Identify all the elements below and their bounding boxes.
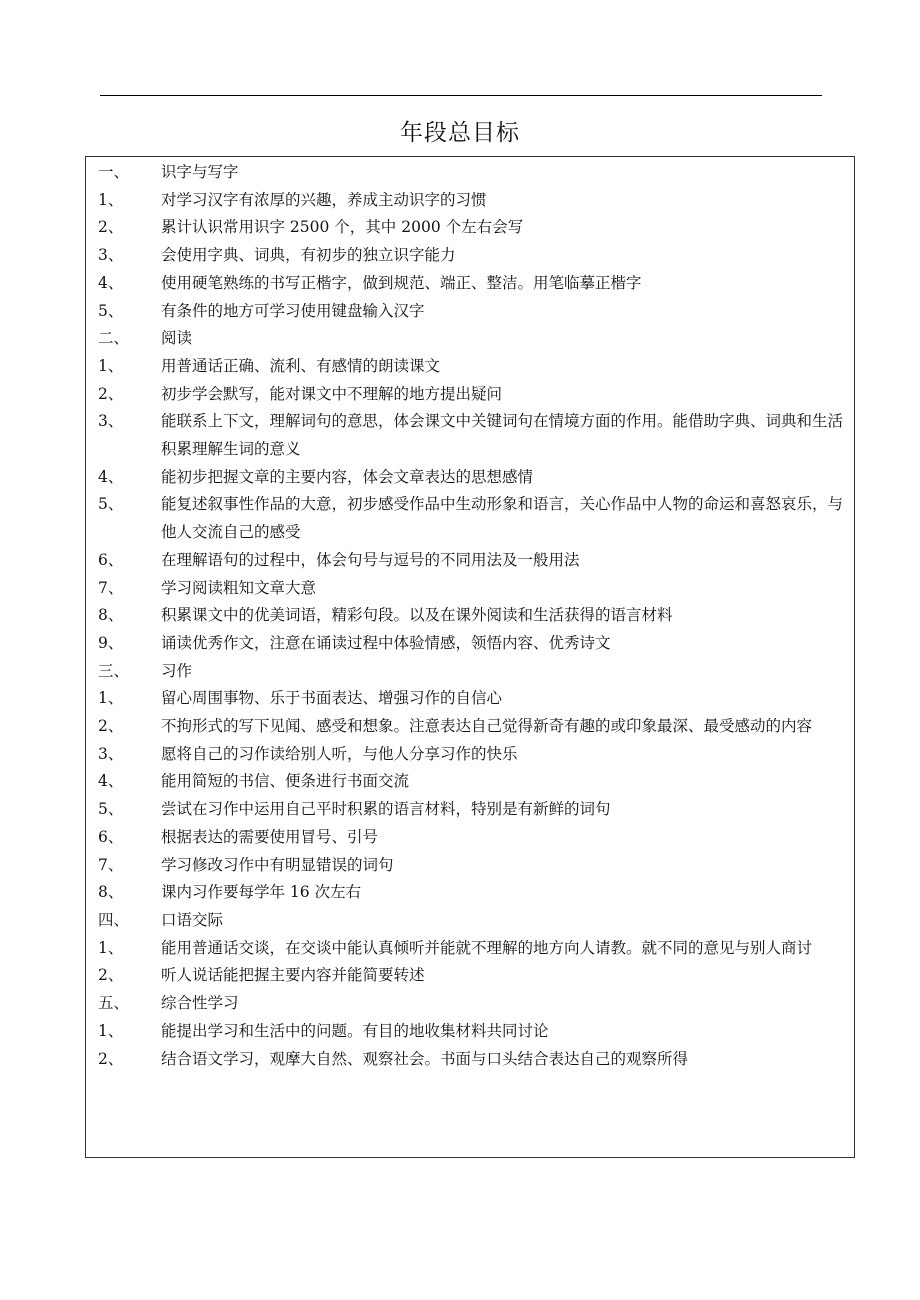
- list-item: [98, 575, 846, 603]
- item-number: 6、: [98, 827, 124, 846]
- item-number: 1、: [98, 356, 124, 375]
- list-item: [98, 796, 846, 824]
- item-text: 能用普通话交谈，在交谈中能认真倾听并能就不理解的地方向人请教。就不同的意见与别人商讨: [161, 938, 813, 957]
- list-item: [98, 962, 846, 990]
- list-item: [98, 879, 846, 907]
- item-text: 能复述叙事性作品的大意，初步感受作品中生动形象和语言，关心作品中人物的命运和喜怒哀乐，与他人交流自己的感受: [161, 495, 844, 542]
- item-text: 习作: [161, 661, 193, 680]
- list-item: [98, 768, 846, 796]
- item-text: 口语交际: [161, 910, 224, 929]
- item-text: 能提出学习和生活中的问题。有目的地收集材料共同讨论: [161, 1021, 549, 1040]
- item-text: 听人说话能把握主要内容并能简要转述: [161, 966, 425, 985]
- item-number: 8、: [98, 883, 124, 902]
- item-number: 1、: [98, 938, 124, 957]
- section-heading: [98, 325, 846, 353]
- goals-box: [85, 156, 855, 1158]
- list-item: [98, 741, 846, 769]
- list-item: [98, 214, 846, 242]
- item-number: 7、: [98, 855, 124, 874]
- item-text: 愿将自己的习作读给别人听，与他人分享习作的快乐: [161, 744, 518, 763]
- list-item: [98, 852, 846, 880]
- list-item: [98, 685, 846, 713]
- list-item: [98, 408, 846, 463]
- item-text: 留心周围事物、乐于书面表达、增强习作的自信心: [161, 689, 503, 708]
- item-number: 3、: [98, 412, 124, 431]
- item-number: 1、: [98, 689, 124, 708]
- list-item: [98, 242, 846, 270]
- item-number: 2、: [98, 1049, 124, 1068]
- item-text: 会使用字典、词典，有初步的独立识字能力: [161, 246, 456, 265]
- item-number: 4、: [98, 772, 124, 791]
- item-text: 用普通话正确、流利、有感情的朗读课文: [161, 356, 441, 375]
- list-item: [98, 353, 846, 381]
- item-number: 9、: [98, 633, 124, 652]
- item-text: 识字与写字: [161, 163, 239, 181]
- item-text: 结合语文学习，观摩大自然、观察社会。书面与口头结合表达自己的观察所得: [161, 1049, 689, 1068]
- item-number: 2、: [98, 218, 124, 237]
- list-item: [98, 602, 846, 630]
- item-number: 8、: [98, 606, 124, 625]
- item-number: 4、: [98, 273, 124, 292]
- list-item: [98, 547, 846, 575]
- item-number: 5、: [98, 301, 124, 320]
- item-text: 学习修改习作中有明显错误的词句: [161, 855, 394, 874]
- item-text: 能用简短的书信、便条进行书面交流: [161, 772, 410, 791]
- header-rule: [100, 95, 822, 96]
- item-text: 学习阅读粗知文章大意: [161, 578, 317, 597]
- list-item: [98, 824, 846, 852]
- item-text: 根据表达的需要使用冒号、引号: [161, 827, 379, 846]
- item-number: 二、: [98, 329, 130, 348]
- item-text: 使用硬笔熟练的书写正楷字，做到规范、端正、整洁。用笔临摹正楷字: [161, 273, 642, 292]
- list-item: [98, 630, 846, 658]
- item-number: 1、: [98, 190, 124, 209]
- section-heading: [98, 658, 846, 686]
- item-text: 累计认识常用识字 2500 个，其中 2000 个左右会写: [161, 218, 524, 237]
- item-number: 2、: [98, 384, 124, 403]
- item-text: 阅读: [161, 329, 193, 348]
- item-text: 诵读优秀作文，注意在诵读过程中体验情感，领悟内容、优秀诗文: [161, 633, 611, 652]
- item-number: 2、: [98, 717, 124, 736]
- list-item: [98, 381, 846, 409]
- item-number: 3、: [98, 744, 124, 763]
- list-item: [98, 1018, 846, 1046]
- item-number: 7、: [98, 578, 124, 597]
- list-item: [98, 491, 846, 546]
- item-text: 有条件的地方可学习使用键盘输入汉字: [161, 301, 425, 320]
- item-number: 五、: [98, 994, 130, 1013]
- item-number: 三、: [98, 661, 130, 680]
- item-number: 1、: [98, 1021, 124, 1040]
- list-item: [98, 270, 846, 298]
- item-number: 3、: [98, 246, 124, 265]
- item-text: 尝试在习作中运用自己平时积累的语言材料，特别是有新鲜的词句: [161, 800, 611, 819]
- list-item: [98, 713, 846, 741]
- item-number: 4、: [98, 467, 124, 486]
- section-heading: [98, 159, 846, 187]
- item-number: 5、: [98, 800, 124, 819]
- item-number: 四、: [98, 910, 130, 929]
- list-item: [98, 464, 846, 492]
- item-text: 综合性学习: [161, 994, 239, 1013]
- item-number: 2、: [98, 966, 124, 985]
- item-text: 初步学会默写，能对课文中不理解的地方提出疑问: [161, 384, 503, 403]
- item-text: 对学习汉字有浓厚的兴趣，养成主动识字的习惯: [161, 190, 487, 209]
- item-text: 能初步把握文章的主要内容，体会文章表达的思想感情: [161, 467, 534, 486]
- list-item: [98, 298, 846, 326]
- list-item: [98, 187, 846, 215]
- section-heading: [98, 990, 846, 1018]
- item-number: 6、: [98, 550, 124, 569]
- item-text: 积累课文中的优美词语，精彩句段。以及在课外阅读和生活获得的语言材料: [161, 606, 673, 625]
- item-text: 课内习作要每学年 16 次左右: [161, 883, 362, 902]
- goals-list: [98, 159, 846, 1073]
- page-title: 年段总目标: [400, 120, 520, 146]
- item-text: 不拘形式的写下见闻、感受和想象。注意表达自己觉得新奇有趣的或印象最深、最受感动的内容: [161, 717, 813, 736]
- list-item: [98, 1046, 846, 1074]
- list-item: [98, 935, 846, 963]
- item-text: 在理解语句的过程中，体会句号与逗号的不同用法及一般用法: [161, 550, 580, 569]
- item-number: 一、: [98, 163, 130, 181]
- section-heading: [98, 907, 846, 935]
- item-number: 5、: [98, 495, 124, 514]
- item-text: 能联系上下文，理解词句的意思，体会课文中关键词句在情境方面的作用。能借助字典、词典和生活积累理解生词的意义: [161, 412, 844, 459]
